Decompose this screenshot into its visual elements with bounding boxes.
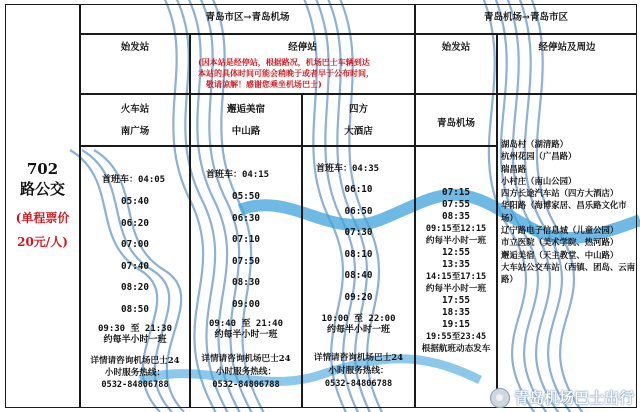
schedule1-first: 首班车：04:05	[102, 175, 166, 185]
header-city-to-airport: 青岛市区→青岛机场	[205, 12, 290, 23]
stop2-line1: 邂逅美宿	[226, 104, 265, 115]
return-time: 14:15至17:15	[425, 272, 487, 282]
schedule3-first: 首班车：04:35	[316, 164, 380, 174]
return-stop-item: 市立医院（美术学院、热河路）	[501, 237, 619, 248]
schedule3-hotline: 0532-84806788	[324, 379, 393, 389]
fare-line2: 20元/人)	[17, 235, 68, 249]
schedule1-contact-2: 小时服务热线：	[104, 368, 166, 378]
return-time: 13:35	[442, 259, 470, 270]
schedule1-hotline: 0532-84806788	[101, 380, 169, 390]
return-interval: 约每半小时一班	[425, 284, 487, 294]
stop1-line2: 南广场	[120, 126, 150, 137]
return-stop-item: 大车站公交车站（西镇、团岛、云南路）	[501, 261, 635, 285]
fare-line1: (单程票价	[15, 211, 70, 225]
schedule2-contact-2: 小时服务热线：	[215, 367, 277, 377]
return-stop-item: 瑞昌路	[501, 163, 527, 174]
stop3-cell	[302, 94, 415, 146]
return-stop-item: 邂逅美宿（天主教堂、中山路）	[501, 249, 619, 260]
return-time: 07:15	[442, 187, 470, 198]
schedule1-time: 06:20	[121, 217, 149, 229]
schedule2-hotline: 0532-84806788	[212, 380, 280, 390]
schedule2-interval: 约每半小时一班	[214, 330, 278, 340]
schedule3-time: 08:40	[344, 270, 373, 281]
airport-stop: 青岛机场	[436, 118, 475, 129]
stop2-cell	[190, 94, 302, 146]
schedule2-time: 07:50	[232, 255, 260, 267]
return-stop-item: 四方长途汽车站（四方大酒店）	[501, 188, 619, 199]
schedule3-range: 10:00 至 22:00	[321, 314, 396, 324]
schedule1-contact-1: 详情请咨询机场巴士24	[90, 356, 180, 366]
return-interval: 约每半小时一班	[425, 236, 487, 246]
origin-label: 始发站	[120, 42, 150, 53]
schedule3-time: 07:30	[344, 227, 373, 238]
origin2-label: 始发站	[441, 42, 471, 53]
schedule3-times	[302, 179, 415, 308]
schedule1-interval: 约每半小时一班	[103, 335, 167, 345]
schedule1-time: 05:40	[121, 196, 149, 207]
schedule2-times	[190, 186, 302, 315]
notice-line3: 敬请谅解！感谢您乘坐机场巴士)	[206, 79, 322, 89]
schedule3-contact-2: 小时服务热线：	[328, 366, 389, 376]
watermark	[490, 387, 634, 408]
schedule1-time: 08:50	[121, 303, 149, 315]
route-number: 702	[26, 160, 59, 178]
return-time: 09:15至12:15	[425, 224, 487, 234]
return-time: 12:55	[442, 247, 470, 258]
schedule3-contact-1: 详情请咨询机场巴士24	[313, 353, 404, 363]
schedule1-range: 09:30 至 21:30	[97, 324, 173, 334]
notice-line2: 本站的具体时间可能会稍晚于或者早于公布时间，	[198, 68, 374, 78]
stop1-line1: 火车站	[120, 104, 150, 115]
schedule3-time: 06:50	[344, 205, 373, 217]
schedule2-range: 09:40 至 21:40	[208, 319, 284, 329]
return-stop-item: 湖岛村（湖清路）	[501, 139, 568, 149]
stop1-cell	[80, 94, 190, 146]
watermark-text: 青岛机场巴士出行	[513, 389, 634, 407]
return-stop-item: 小村庄（南山公园）	[501, 175, 577, 186]
schedule2-time: 05:50	[232, 191, 260, 202]
wechat-icon	[490, 388, 510, 408]
return-time: 07:55	[442, 199, 470, 210]
return-stops	[501, 138, 635, 286]
schedule1-time: 07:00	[121, 239, 149, 250]
schedule3-time: 09:20	[344, 291, 373, 303]
schedule2-time: 06:30	[232, 212, 260, 224]
schedule3-time: 06:10	[344, 184, 373, 195]
schedule3-interval: 约每半小时一班	[326, 325, 390, 335]
schedule2-time: 08:30	[232, 277, 260, 288]
schedule3-time: 08:10	[344, 248, 373, 260]
schedule2-time: 07:10	[232, 234, 260, 245]
return-time: 17:55	[442, 295, 470, 306]
stop3-line1: 四方	[348, 104, 368, 115]
schedule2-contact-1: 详情请咨询机场巴士24	[201, 354, 291, 364]
schedule1-times	[80, 191, 190, 320]
return-time: 19:15	[442, 319, 470, 330]
stop2-line2: 中山路	[231, 126, 261, 137]
header-airport-to-city: 青岛机场→青岛市区	[484, 12, 568, 23]
return-note: 根据航班动态发车	[421, 344, 491, 354]
stop3-line2: 大酒店	[344, 126, 373, 137]
route-name: 路公交	[19, 180, 65, 198]
schedule2-time: 09:00	[232, 298, 260, 310]
return-time: 19:55至23:45	[425, 332, 487, 342]
notice-line1: (因本站是经停站，根据路况，机场巴士车辆到达	[198, 57, 370, 67]
schedule1-time: 08:20	[121, 282, 149, 293]
return-schedule	[415, 187, 497, 355]
schedule1-time: 07:40	[121, 260, 149, 272]
return-stop-item: 辽宁路电子信息城（儿童公园）	[501, 225, 619, 236]
via-around-label: 经停站及周边	[538, 42, 596, 53]
via-label: 经停站	[288, 42, 317, 53]
schedule2-first: 首班车：04:15	[206, 170, 270, 180]
return-stop-item: 华阳路（海博家居、昌乐路文化市场）	[501, 200, 627, 223]
route-cell	[5, 4, 80, 408]
return-time: 18:35	[442, 307, 470, 318]
return-stop-item: 杭州花园（广昌路）	[501, 151, 577, 162]
return-time: 08:35	[442, 211, 470, 222]
